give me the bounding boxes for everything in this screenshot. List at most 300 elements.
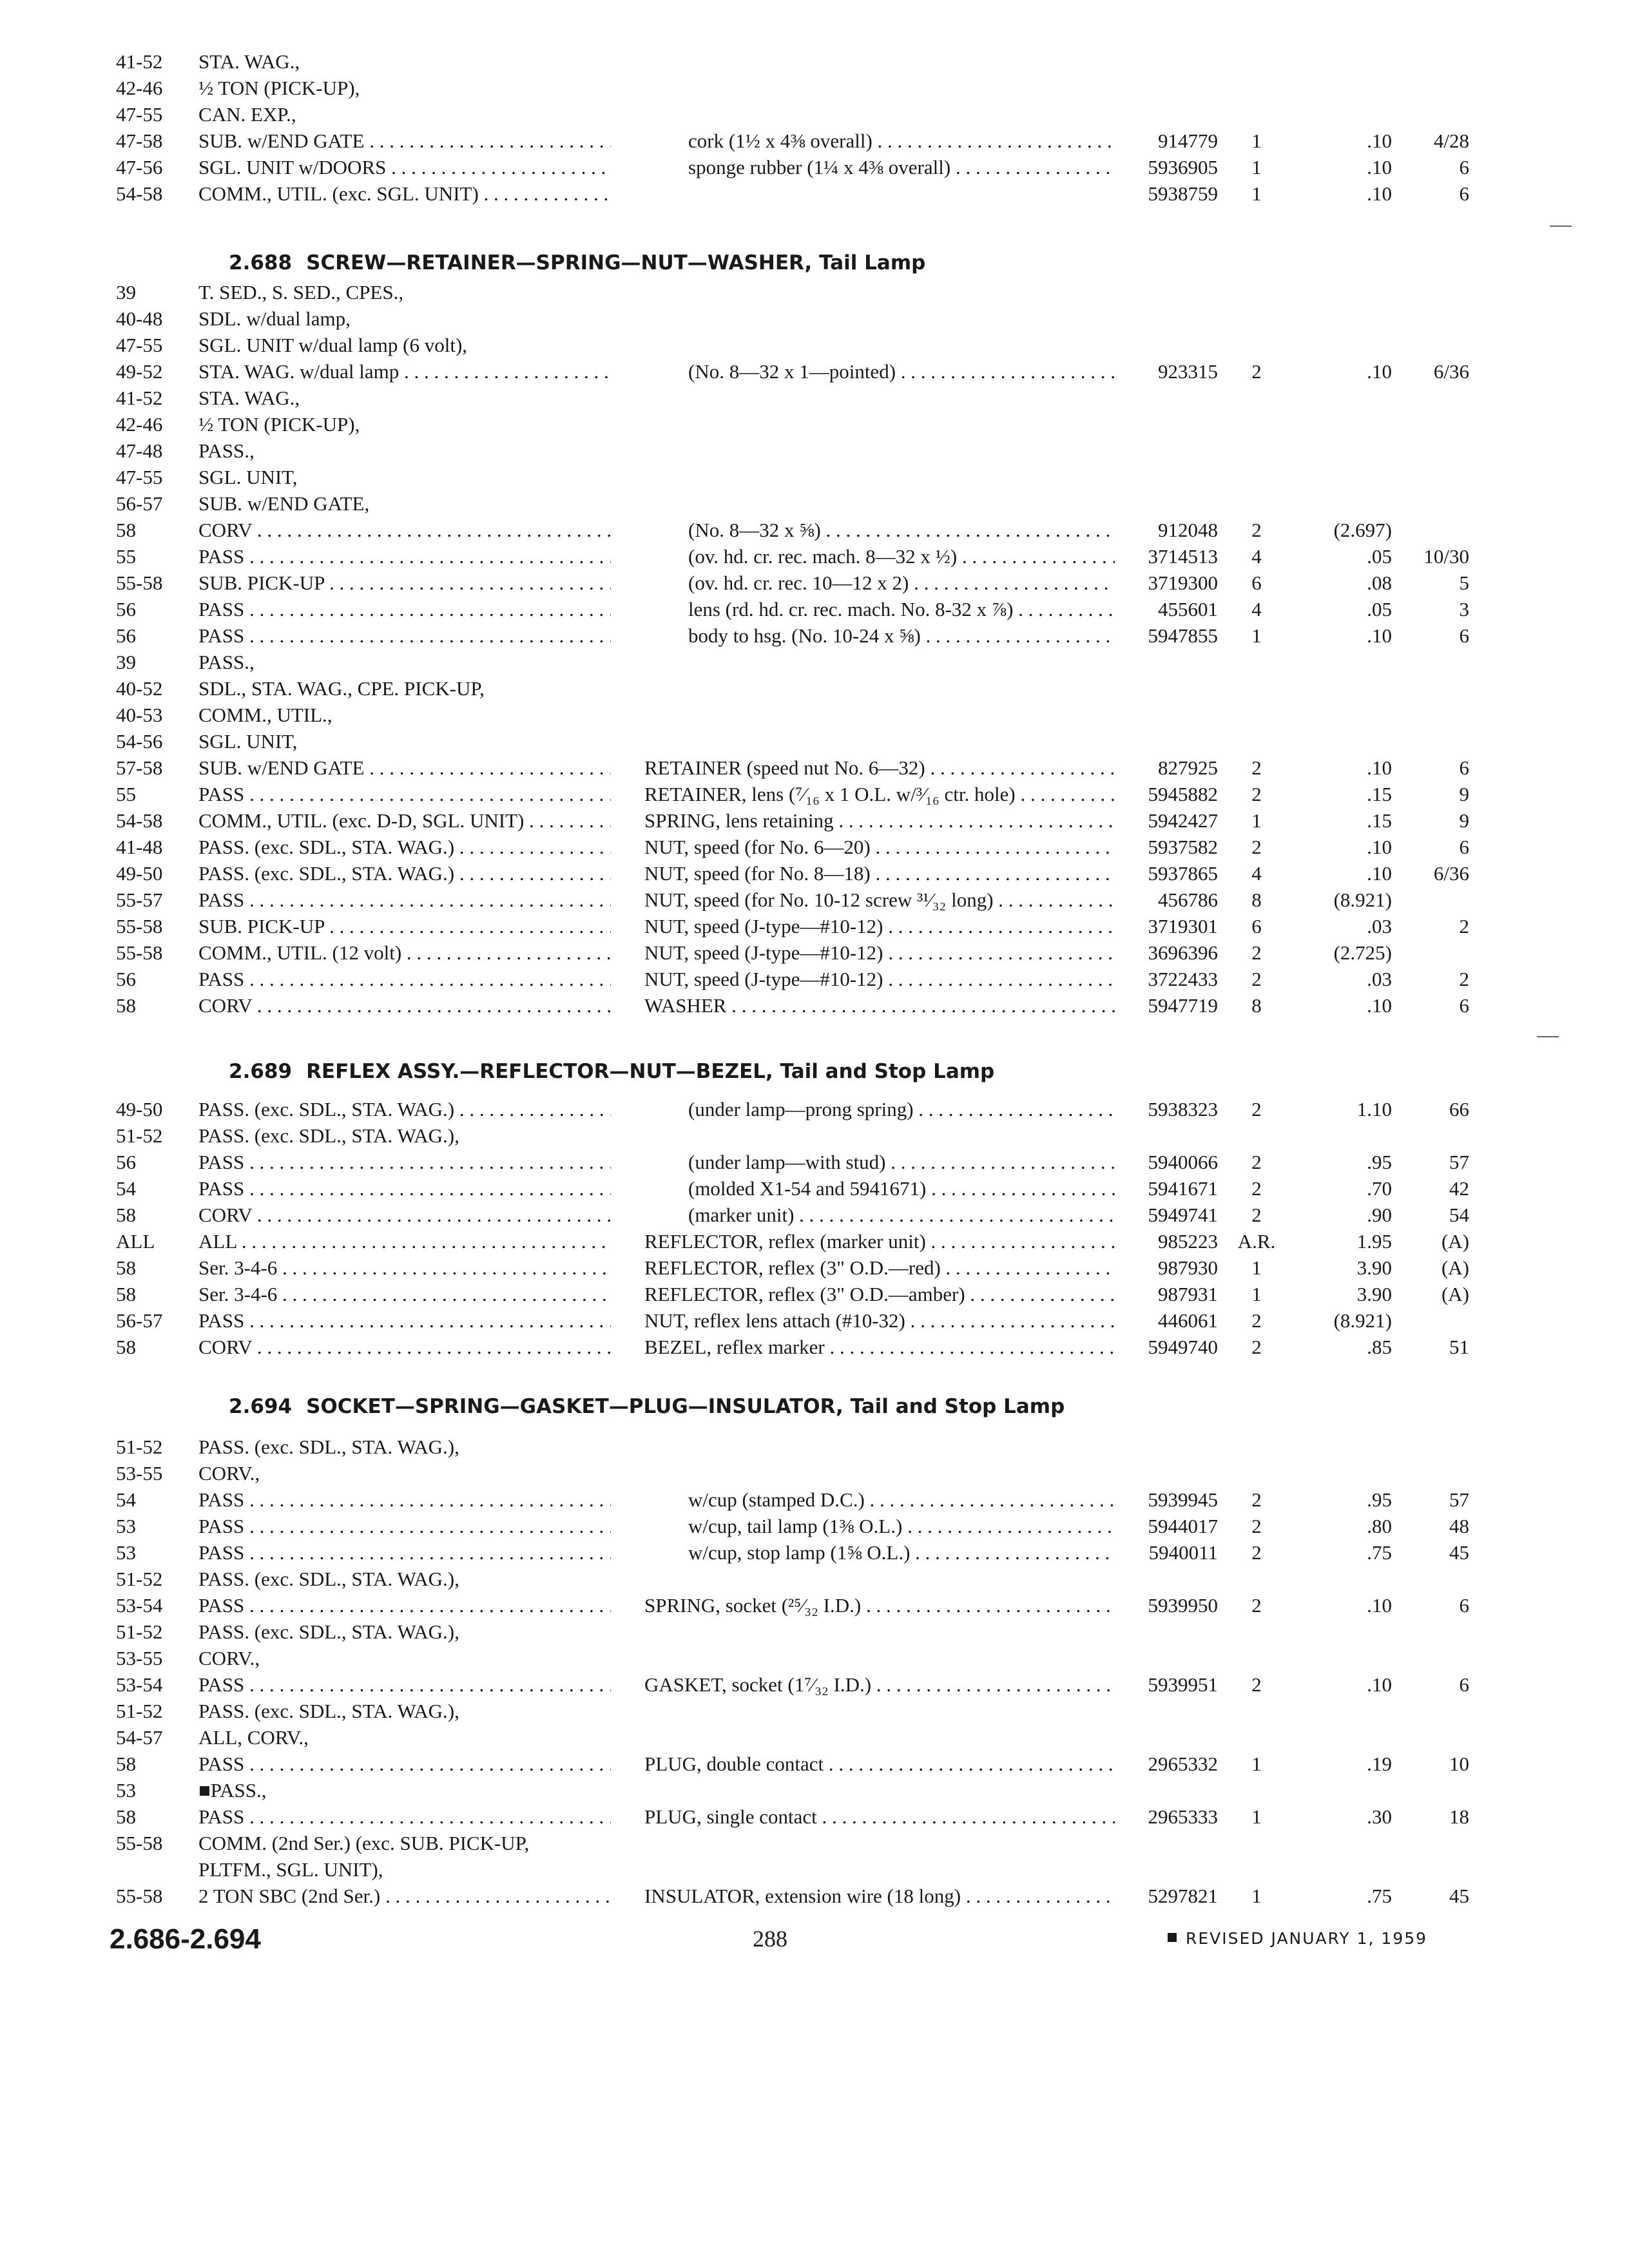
part-description: NUT, speed (J-type—#10-12) . . . [644, 913, 1115, 939]
page-number: 288 [753, 1926, 787, 1952]
model-application: SGL. UNIT, [198, 466, 298, 488]
part-number: 2965333 [1148, 1805, 1218, 1828]
list-price: .95 [1367, 1488, 1392, 1511]
part-number: 5938759 [1148, 182, 1218, 205]
model-application: PASS. (exc. SDL., STA. WAG.) . . . [198, 834, 611, 860]
model-year: 54-58 [116, 182, 163, 205]
list-price: .10 [1367, 130, 1392, 152]
part-number: 5937865 [1148, 862, 1218, 885]
model-application: Ser. 3-4-6 . . . [198, 1281, 611, 1307]
part-description: w/cup (stamped D.C.) . . . [688, 1486, 1115, 1513]
model-application: PASS. (exc. SDL., STA. WAG.), [198, 1700, 459, 1722]
list-price: .10 [1367, 182, 1392, 205]
list-price: .10 [1367, 836, 1392, 858]
quantity: 1 [1251, 1753, 1262, 1775]
parts-row [0, 154, 1629, 180]
parts-row [0, 649, 1629, 675]
model-application: ALL . . . [198, 1228, 611, 1254]
list-price: .15 [1367, 783, 1392, 805]
model-application: PASS. (exc. SDL., STA. WAG.) . . . [198, 860, 611, 887]
model-year: 58 [116, 1805, 136, 1828]
model-application: PASS . . . [198, 966, 611, 992]
parts-row [0, 1751, 1629, 1777]
model-application: PASS. (exc. SDL., STA. WAG.), [198, 1124, 459, 1147]
model-year: 58 [116, 1283, 136, 1305]
list-price: .70 [1367, 1177, 1392, 1200]
model-application: CORV . . . [198, 992, 611, 1019]
model-year: 56 [116, 968, 136, 990]
part-description: NUT, reflex lens attach (#10-32) . . . [644, 1307, 1115, 1334]
part-number: 5947719 [1148, 994, 1218, 1017]
model-application: SGL. UNIT w/DOORS . . . [198, 154, 611, 180]
parts-row [0, 966, 1629, 992]
quantity: 1 [1251, 624, 1262, 647]
parts-row [0, 807, 1629, 834]
model-application: Ser. 3-4-6 . . . [198, 1254, 611, 1281]
model-application: CORV . . . [198, 517, 611, 543]
list-price: .15 [1367, 809, 1392, 832]
part-number: 446061 [1158, 1309, 1218, 1332]
parts-row [0, 1434, 1629, 1460]
price-code: 3 [1459, 598, 1469, 620]
model-application: STA. WAG. w/dual lamp . . . [198, 358, 611, 385]
part-number: 5949740 [1148, 1336, 1218, 1358]
list-price: .10 [1367, 624, 1392, 647]
parts-row [0, 128, 1629, 154]
model-year: 40-53 [116, 704, 163, 726]
part-number: 2965332 [1148, 1753, 1218, 1775]
model-application: CAN. EXP., [198, 103, 296, 126]
price-code: 45 [1449, 1541, 1469, 1564]
section-2688-rows [0, 279, 1629, 1019]
model-application: COMM., UTIL., [198, 704, 333, 726]
model-application: PASS., [198, 651, 255, 673]
model-year: 39 [116, 651, 136, 673]
part-description: SPRING, lens retaining . . . [644, 807, 1115, 834]
list-price: .19 [1367, 1753, 1392, 1775]
quantity: 8 [1251, 889, 1262, 911]
model-year: 56 [116, 598, 136, 620]
parts-row [0, 1228, 1629, 1254]
part-description: (marker unit) . . . [688, 1202, 1115, 1228]
model-application: PASS . . . [198, 1671, 611, 1698]
quantity: 2 [1251, 836, 1262, 858]
model-year: 56-57 [116, 492, 163, 515]
parts-row [0, 1539, 1629, 1566]
model-application: SGL. UNIT, [198, 730, 298, 753]
list-price: .10 [1367, 756, 1392, 779]
parts-row [0, 517, 1629, 543]
quantity: 6 [1251, 915, 1262, 937]
quantity: 2 [1251, 1204, 1262, 1226]
page-range: 2.686-2.694 [110, 1923, 261, 1955]
part-description: (No. 8—32 x 1—pointed) . . . [688, 358, 1115, 385]
model-year: 53-54 [116, 1673, 163, 1696]
price-code: 6 [1459, 624, 1469, 647]
parts-row [0, 860, 1629, 887]
parts-row [0, 781, 1629, 807]
model-year: 42-46 [116, 413, 163, 436]
parts-row [0, 1592, 1629, 1619]
list-price: .03 [1367, 915, 1392, 937]
model-year: 51-52 [116, 1124, 163, 1147]
model-application: PASS . . . [198, 1486, 611, 1513]
parts-row [0, 992, 1629, 1019]
parts-row [0, 1122, 1629, 1149]
model-application: PASS . . . [198, 543, 611, 570]
parts-row [0, 596, 1629, 622]
parts-row [0, 385, 1629, 411]
model-year: 56-57 [116, 1309, 163, 1332]
parts-row [0, 1254, 1629, 1281]
model-year: 55 [116, 783, 136, 805]
quantity: 2 [1251, 756, 1262, 779]
parts-row [0, 1175, 1629, 1202]
part-number: 923315 [1158, 360, 1218, 383]
price-code: 6/36 [1433, 862, 1469, 885]
model-application: PASS . . . [198, 781, 611, 807]
part-description: (ov. hd. cr. rec. 10—12 x 2) . . . [688, 570, 1115, 596]
part-number: 5939951 [1148, 1673, 1218, 1696]
section-heading-2688 [229, 251, 925, 274]
price-code: 5 [1459, 572, 1469, 594]
part-description: (under lamp—prong spring) . . . [688, 1096, 1115, 1122]
part-description: RETAINER (speed nut No. 6—32) . . . [644, 754, 1115, 781]
model-application: STA. WAG., [198, 50, 300, 73]
part-description: INSULATOR, extension wire (18 long) . . . [644, 1883, 1115, 1909]
model-year: 55-57 [116, 889, 163, 911]
price-code: 4/28 [1433, 130, 1469, 152]
price-code: 9 [1459, 783, 1469, 805]
part-number: 5940066 [1148, 1151, 1218, 1173]
section-title: REFLEX ASSY.—REFLECTOR—NUT—BEZEL, Tail and Stop Lamp [306, 1060, 995, 1083]
section-number: 2.694 [229, 1395, 293, 1418]
list-price: (2.725) [1333, 941, 1392, 964]
quantity: 2 [1251, 1309, 1262, 1332]
part-number: 987931 [1158, 1283, 1218, 1305]
quantity: 1 [1251, 156, 1262, 178]
price-code: 6 [1459, 1673, 1469, 1696]
price-code: (A) [1441, 1230, 1469, 1253]
quantity: 4 [1251, 862, 1262, 885]
parts-row [0, 1566, 1629, 1592]
price-code: 10 [1449, 1753, 1469, 1775]
price-code: 10/30 [1423, 545, 1469, 568]
model-application: CORV., [198, 1647, 260, 1669]
list-price: (8.921) [1333, 1309, 1392, 1332]
quantity: 4 [1251, 598, 1262, 620]
part-number: 3696396 [1148, 941, 1218, 964]
price-code: 42 [1449, 1177, 1469, 1200]
part-description: (molded X1-54 and 5941671) . . . [688, 1175, 1115, 1202]
quantity: 2 [1251, 783, 1262, 805]
parts-row [0, 358, 1629, 385]
parts-row [0, 570, 1629, 596]
part-description: body to hsg. (No. 10-24 x ⅝) . . . [688, 622, 1115, 649]
list-price: .10 [1367, 1673, 1392, 1696]
model-year: 55-58 [116, 1885, 163, 1907]
parts-row [0, 728, 1629, 754]
quantity: 1 [1251, 1283, 1262, 1305]
model-application: CORV . . . [198, 1334, 611, 1360]
part-description: RETAINER, lens (⁷⁄₁₆ x 1 O.L. w/³⁄₁₆ ctr. hole) . . . [644, 781, 1115, 807]
part-description: SPRING, socket (²⁵⁄₃₂ I.D.) . . . [644, 1592, 1115, 1619]
parts-row [0, 48, 1629, 75]
parts-row [0, 1149, 1629, 1175]
list-price: .95 [1367, 1151, 1392, 1173]
parts-row [0, 913, 1629, 939]
parts-row [0, 180, 1629, 207]
parts-row [0, 332, 1629, 358]
quantity: 2 [1251, 1673, 1262, 1696]
model-year: 41-52 [116, 387, 163, 409]
part-number: 5949741 [1148, 1204, 1218, 1226]
model-year: 55 [116, 545, 136, 568]
part-description: GASKET, socket (1⁷⁄₃₂ I.D.) . . . [644, 1671, 1115, 1698]
model-year: 51-52 [116, 1620, 163, 1643]
quantity: 2 [1251, 1488, 1262, 1511]
price-code: 6 [1459, 1594, 1469, 1617]
model-year: 56 [116, 1151, 136, 1173]
price-code: 18 [1449, 1805, 1469, 1828]
list-price: .10 [1367, 994, 1392, 1017]
price-code: (A) [1441, 1256, 1469, 1279]
model-year: 51-52 [116, 1436, 163, 1458]
model-year: 47-48 [116, 439, 163, 462]
model-application: COMM., UTIL. (exc. SGL. UNIT) . . . [198, 180, 611, 207]
section-title: SCREW—RETAINER—SPRING—NUT—WASHER, Tail Lamp [306, 251, 926, 274]
part-number: 5944017 [1148, 1515, 1218, 1537]
list-price: 3.90 [1356, 1283, 1392, 1305]
parts-row [0, 887, 1629, 913]
edge-mark [1537, 1036, 1559, 1037]
parts-row [0, 543, 1629, 570]
quantity: 2 [1251, 1098, 1262, 1120]
parts-row [0, 1645, 1629, 1671]
parts-row [0, 1619, 1629, 1645]
price-code: 6 [1459, 756, 1469, 779]
model-application: SDL. w/dual lamp, [198, 307, 351, 330]
part-number: 985223 [1158, 1230, 1218, 1253]
model-year: 54 [116, 1177, 136, 1200]
model-year: ALL [116, 1230, 155, 1253]
part-number: 912048 [1158, 519, 1218, 541]
part-number: 987930 [1158, 1256, 1218, 1279]
list-price: .05 [1367, 598, 1392, 620]
revision-bullet-icon [1168, 1933, 1177, 1942]
part-number: 5947855 [1148, 624, 1218, 647]
revised-text: REVISED JANUARY 1, 1959 [1186, 1929, 1428, 1948]
list-price: .30 [1367, 1805, 1392, 1828]
section-heading-2689 [229, 1060, 994, 1083]
quantity: 2 [1251, 968, 1262, 990]
model-year: 55-58 [116, 915, 163, 937]
part-number: 5936905 [1148, 156, 1218, 178]
parts-row [0, 1830, 1629, 1856]
part-description: cork (1½ x 4⅜ overall) . . . [688, 128, 1115, 154]
part-number: 827925 [1158, 756, 1218, 779]
model-year: 55-58 [116, 1832, 163, 1854]
model-application: CORV . . . [198, 1202, 611, 1228]
list-price: .10 [1367, 156, 1392, 178]
parts-row [0, 1486, 1629, 1513]
price-code: 2 [1459, 968, 1469, 990]
list-price: (2.697) [1333, 519, 1392, 541]
section-number: 2.689 [229, 1060, 293, 1083]
parts-row [0, 939, 1629, 966]
revised-note [1168, 1929, 1427, 1948]
parts-row [0, 1460, 1629, 1486]
model-year: 49-50 [116, 862, 163, 885]
model-year: 55-58 [116, 572, 163, 594]
parts-row [0, 1513, 1629, 1539]
parts-row [0, 1671, 1629, 1698]
model-year: 47-58 [116, 130, 163, 152]
quantity: 2 [1251, 1515, 1262, 1537]
model-application: PASS . . . [198, 887, 611, 913]
parts-row [0, 1803, 1629, 1830]
part-description: PLUG, double contact . . . [644, 1751, 1115, 1777]
model-application: ALL, CORV., [198, 1726, 309, 1749]
parts-row [0, 1777, 1629, 1803]
model-application: T. SED., S. SED., CPES., [198, 281, 404, 303]
parts-row [0, 702, 1629, 728]
quantity: 4 [1251, 545, 1262, 568]
part-description: REFLECTOR, reflex (marker unit) . . . [644, 1228, 1115, 1254]
model-application: COMM., UTIL. (12 volt) . . . [198, 939, 611, 966]
price-code: 6 [1459, 836, 1469, 858]
model-application: PASS . . . [198, 1751, 611, 1777]
parts-row [0, 1698, 1629, 1724]
parts-row [0, 464, 1629, 490]
part-number: 456786 [1158, 889, 1218, 911]
list-price: .03 [1367, 968, 1392, 990]
list-price: .10 [1367, 1594, 1392, 1617]
model-year: 58 [116, 1753, 136, 1775]
parts-row [0, 1856, 1629, 1883]
quantity: 2 [1251, 360, 1262, 383]
quantity: 8 [1251, 994, 1262, 1017]
model-application: COMM. (2nd Ser.) (exc. SUB. PICK-UP, [198, 1832, 530, 1854]
model-application: STA. WAG., [198, 387, 300, 409]
model-year: 56 [116, 624, 136, 647]
parts-row [0, 622, 1629, 649]
parts-row [0, 1096, 1629, 1122]
part-number: 5938323 [1148, 1098, 1218, 1120]
edge-mark [1550, 226, 1572, 227]
model-year: 58 [116, 1256, 136, 1279]
model-year: 57-58 [116, 756, 163, 779]
parts-row [0, 675, 1629, 702]
quantity: 1 [1251, 1805, 1262, 1828]
list-price: .75 [1367, 1541, 1392, 1564]
top-rows [0, 48, 1629, 207]
model-year: 42-46 [116, 77, 163, 99]
parts-row [0, 1334, 1629, 1360]
model-year: 58 [116, 994, 136, 1017]
quantity: 2 [1251, 1151, 1262, 1173]
parts-row [0, 279, 1629, 305]
part-number: 5941671 [1148, 1177, 1218, 1200]
quantity: 1 [1251, 182, 1262, 205]
model-year: 54-57 [116, 1726, 163, 1749]
model-year: 53 [116, 1541, 136, 1564]
list-price: (8.921) [1333, 889, 1392, 911]
part-number: 914779 [1158, 130, 1218, 152]
price-code: 2 [1459, 915, 1469, 937]
quantity: 2 [1251, 1541, 1262, 1564]
model-application: SUB. w/END GATE . . . [198, 128, 611, 154]
model-application: PASS . . . [198, 1513, 611, 1539]
part-description: NUT, speed (for No. 8—18) . . . [644, 860, 1115, 887]
model-application: PASS . . . [198, 596, 611, 622]
model-application: ½ TON (PICK-UP), [198, 77, 360, 99]
model-year: 41-52 [116, 50, 163, 73]
model-year: 53 [116, 1779, 136, 1802]
price-code: 45 [1449, 1885, 1469, 1907]
quantity: 1 [1251, 130, 1262, 152]
model-application: COMM., UTIL. (exc. D-D, SGL. UNIT) . . . [198, 807, 611, 834]
part-number: 3719301 [1148, 915, 1218, 937]
parts-row [0, 1883, 1629, 1909]
part-description: w/cup, stop lamp (1⅝ O.L.) . . . [688, 1539, 1115, 1566]
part-description: (ov. hd. cr. rec. mach. 8—32 x ½) . . . [688, 543, 1115, 570]
price-code: (A) [1441, 1283, 1469, 1305]
quantity: 1 [1251, 809, 1262, 832]
model-application: ■PASS., [198, 1779, 267, 1802]
model-application: PASS. (exc. SDL., STA. WAG.), [198, 1568, 459, 1590]
parts-row [0, 1202, 1629, 1228]
parts-row [0, 490, 1629, 517]
list-price: .05 [1367, 545, 1392, 568]
quantity: 2 [1251, 941, 1262, 964]
part-description: REFLECTOR, reflex (3" O.D.—red) . . . [644, 1254, 1115, 1281]
part-description: NUT, speed (J-type—#10-12) . . . [644, 939, 1115, 966]
parts-row [0, 754, 1629, 781]
list-price: .10 [1367, 360, 1392, 383]
model-year: 54-58 [116, 809, 163, 832]
model-year: 53-55 [116, 1462, 163, 1485]
model-application: SGL. UNIT w/dual lamp (6 volt), [198, 334, 468, 356]
model-year: 53-55 [116, 1647, 163, 1669]
list-price: .10 [1367, 862, 1392, 885]
price-code: 57 [1449, 1151, 1469, 1173]
model-year: 49-50 [116, 1098, 163, 1120]
model-application: PASS . . . [198, 1592, 611, 1619]
quantity: 2 [1251, 1177, 1262, 1200]
part-description: PLUG, single contact . . . [644, 1803, 1115, 1830]
price-code: 48 [1449, 1515, 1469, 1537]
part-description: BEZEL, reflex marker . . . [644, 1334, 1115, 1360]
list-price: .85 [1367, 1336, 1392, 1358]
model-application: PASS., [198, 439, 255, 462]
parts-row [0, 305, 1629, 332]
price-code: 6/36 [1433, 360, 1469, 383]
section-2689-rows [0, 1096, 1629, 1360]
section-number: 2.688 [229, 251, 293, 274]
model-application: SUB. PICK-UP . . . [198, 570, 611, 596]
model-application: CORV., [198, 1462, 260, 1485]
price-code: 6 [1459, 182, 1469, 205]
part-description: w/cup, tail lamp (1⅜ O.L.) . . . [688, 1513, 1115, 1539]
model-year: 58 [116, 519, 136, 541]
model-application: PASS . . . [198, 1307, 611, 1334]
list-price: .75 [1367, 1885, 1392, 1907]
model-application: PASS. (exc. SDL., STA. WAG.), [198, 1436, 459, 1458]
model-year: 51-52 [116, 1568, 163, 1590]
model-application: PLTFM., SGL. UNIT), [198, 1858, 383, 1881]
part-number: 3719300 [1148, 572, 1218, 594]
